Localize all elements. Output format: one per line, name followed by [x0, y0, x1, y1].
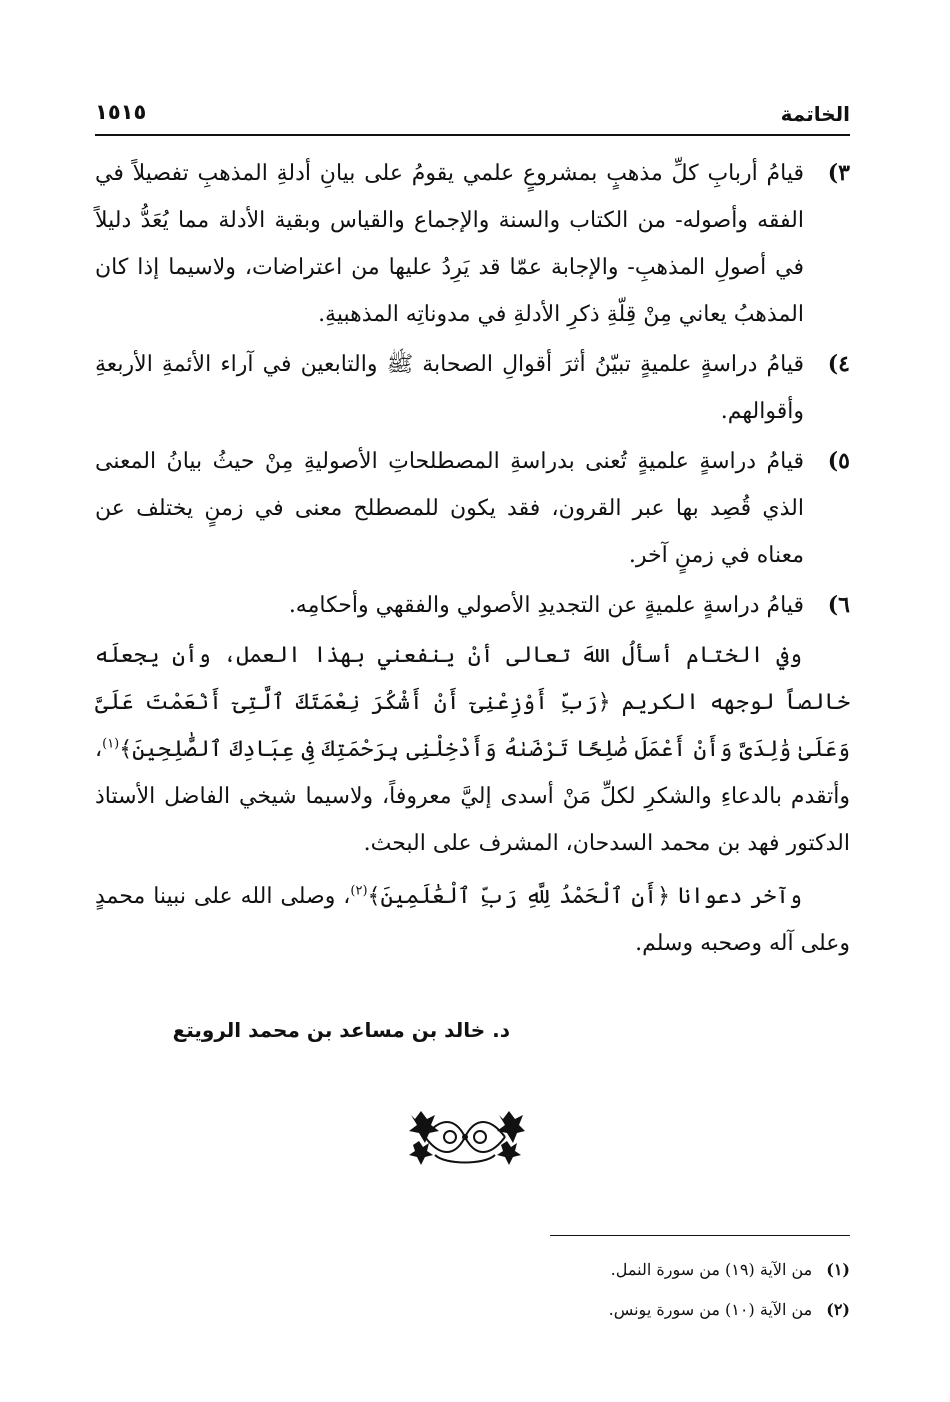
- final-prayer-paragraph: [95, 873, 850, 967]
- item-text: قيامُ دراسةٍ علميةٍ تبيّنُ أثرَ أقوالِ الصحابة ﷺ والتابعين في آراء الأئمةِ الأربعةِ وأقوالهم.: [95, 352, 804, 424]
- decorative-ornament-icon: [405, 1107, 525, 1167]
- list-item: [95, 582, 850, 629]
- list-item: [95, 341, 850, 435]
- item-text: قيامُ دراسةٍ علميةٍ تُعنى بدراسةِ المصطلحاتِ الأصوليةِ مِنْ حيثُ بيانُ المعنى الذي قُصِد بها عبر القرون، فقد يكون للمصطلح معنى في زمنٍ يختلف عن معناه في زمنٍ آخر.: [95, 449, 804, 568]
- item-number: ٦): [827, 592, 850, 618]
- list-item: [95, 438, 850, 579]
- item-number: ٤): [827, 351, 850, 377]
- chapter-title: الخاتمة: [780, 102, 850, 126]
- footnote: [95, 1290, 850, 1330]
- footnotes: [95, 1250, 850, 1330]
- closing-paragraph: [95, 632, 850, 867]
- page-number: ١٥١٥: [95, 100, 147, 124]
- item-text: قيامُ دراسةٍ علميةٍ عن التجديدِ الأصولي والفقهي وأحكامِه.: [288, 593, 804, 618]
- item-number: ٣): [827, 160, 850, 186]
- running-header: [95, 98, 850, 136]
- main-text: [95, 150, 850, 973]
- footnote-number: (٢): [826, 1300, 850, 1319]
- footnote: [95, 1250, 850, 1290]
- footnote-ref[interactable]: (١): [102, 736, 120, 752]
- closing-text: ، وأتقدم بالدعاءِ والشكرِ لكلِّ مَنْ أسدى إليَّ معروفاً، ولاسيما شيخي الفاضل الأستاذ الدكتور فهد بن محمد السدحان، المشرف على البحث.: [95, 737, 850, 856]
- footnote-text: من الآية (١٩) من سورة النمل.: [610, 1260, 813, 1279]
- closing-text: وفي الختام أسألُ اللهَ تعالى أنْ ينفعني بهذا العمل، وأن يجعلَه خالصاً لوجهه الكريم: [95, 643, 850, 715]
- quran-quote: ﴿رَبِّ أَوْزِعْنِىٓ أَنْ أَشْكُرَ نِعْمَتَكَ ٱلَّتِىٓ أَنْعَمْتَ عَلَىَّ وَعَلَىٰ وَٰلِدَىَّ وَأَنْ أَعْمَلَ صَٰلِحًا تَرْضَىٰهُ وَأَدْخِلْنِى بِرَحْمَتِكَ فِى عِبَادِكَ ٱلصَّٰلِحِينَ﴾: [95, 690, 850, 762]
- item-number: ٥): [827, 448, 850, 474]
- footnote-text: من الآية (١٠) من سورة يونس.: [608, 1300, 813, 1319]
- list-item: [95, 150, 850, 338]
- footnote-ref[interactable]: (٢): [350, 883, 368, 899]
- item-text: قيامُ أربابِ كلِّ مذهبٍ بمشروعٍ علمي يقومُ على بيانِ أدلةِ المذهبِ تفصيلاً في الفقه وأصوله- من الكتاب والسنة والإجماع والقياس وبقية الأدلة مما يُعَدُّ دليلاً في أصولِ المذهبِ- والإجابة عمّا قد يَرِدُ عليها من اعتراضات، ولاسيما إذا كان المذهبُ يعاني مِنْ قِلّةِ ذكرِ الأدلةِ في مدوناتِه المذهبيةِ.: [95, 161, 804, 327]
- closing-text: ، وصلى الله على نبينا محمدٍ وعلى آله وصحبه وسلم.: [95, 884, 850, 956]
- quran-quote: ﴿أَنِ ٱلْحَمْدُ لِلَّهِ رَبِّ ٱلْعَٰلَمِينَ﴾: [367, 884, 671, 909]
- author-signature: د. خالد بن مساعد بن محمد الرويتع: [172, 1018, 510, 1042]
- footnote-number: (١): [826, 1260, 850, 1279]
- footnote-divider: [550, 1235, 850, 1236]
- closing-text: وآخر دعوانا: [670, 884, 802, 909]
